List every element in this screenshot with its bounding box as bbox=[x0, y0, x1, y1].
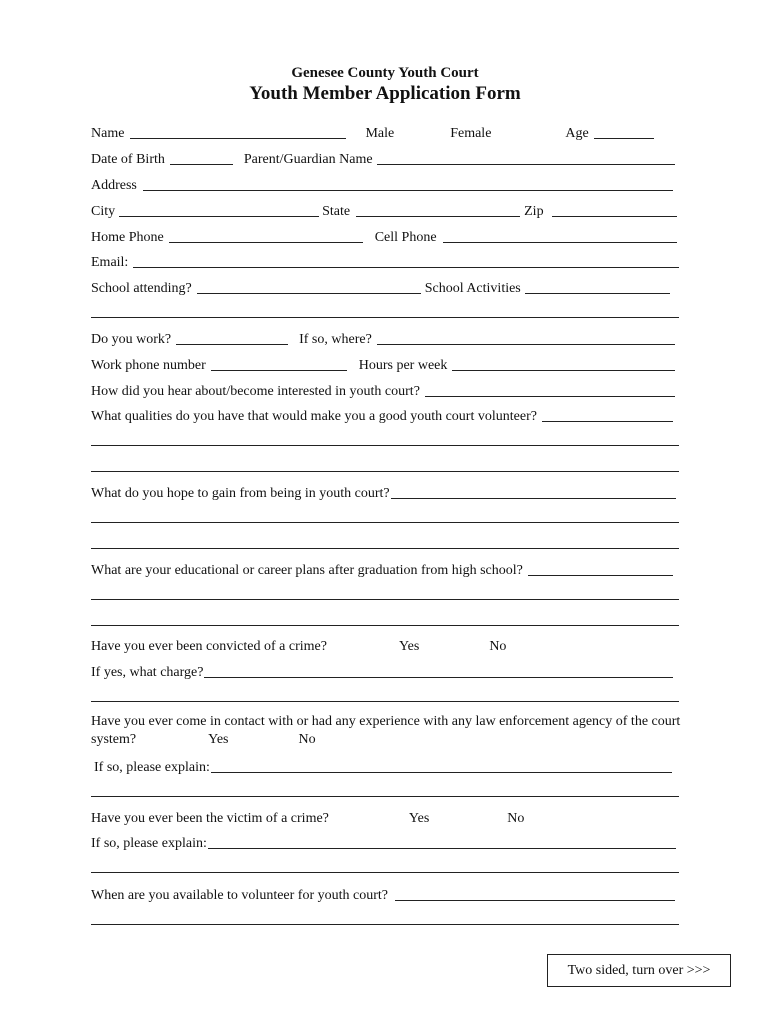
state-field[interactable] bbox=[356, 203, 520, 217]
state-label: State bbox=[322, 204, 351, 219]
hours-label: Hours per week bbox=[358, 358, 448, 373]
dob-label: Date of Birth bbox=[91, 152, 165, 167]
career-line-1[interactable] bbox=[91, 599, 679, 600]
city-label: City bbox=[91, 204, 116, 219]
school-activities-label: School Activities bbox=[424, 281, 521, 296]
work-phone-label: Work phone number bbox=[91, 358, 206, 373]
hear-about-field[interactable] bbox=[425, 383, 675, 397]
hours-field[interactable] bbox=[452, 357, 675, 371]
convicted-no-option[interactable]: No bbox=[489, 639, 507, 654]
qualities-line-2[interactable] bbox=[91, 471, 679, 472]
phone-row bbox=[91, 226, 679, 246]
work-phone-row bbox=[91, 354, 679, 374]
hear-about-label: How did you hear about/become interested in youth court? bbox=[91, 384, 420, 399]
career-field[interactable] bbox=[528, 562, 673, 576]
turn-over-note: Two sided, turn over >>> bbox=[567, 962, 711, 978]
convicted-row bbox=[91, 635, 679, 655]
home-phone-label: Home Phone bbox=[91, 230, 164, 245]
hope-field[interactable] bbox=[391, 485, 676, 499]
home-phone-field[interactable] bbox=[169, 229, 363, 243]
cell-phone-label: Cell Phone bbox=[374, 230, 437, 245]
victim-explain-line[interactable] bbox=[91, 872, 679, 873]
school-attending-label: School attending? bbox=[91, 281, 192, 296]
availability-label: When are you available to volunteer for youth court? bbox=[91, 888, 388, 903]
law-explain-line[interactable] bbox=[91, 796, 679, 797]
address-row bbox=[91, 174, 679, 194]
availability-line[interactable] bbox=[91, 924, 679, 925]
zip-label: Zip bbox=[524, 204, 544, 219]
law-contact-label: Have you ever come in contact with or had any experience with any law enforcement agency of the court system? bbox=[91, 714, 681, 747]
hope-line-1[interactable] bbox=[91, 522, 679, 523]
law-yes-option[interactable]: Yes bbox=[208, 732, 229, 747]
dob-field[interactable] bbox=[170, 151, 233, 165]
school-activities-field[interactable] bbox=[525, 280, 670, 294]
do-you-work-label: Do you work? bbox=[91, 332, 172, 347]
city-row bbox=[91, 200, 679, 220]
email-row bbox=[91, 251, 679, 271]
career-row bbox=[91, 559, 679, 579]
turn-over-box bbox=[547, 954, 731, 987]
email-field[interactable] bbox=[133, 254, 679, 268]
cell-phone-field[interactable] bbox=[443, 229, 677, 243]
hope-label: What do you hope to gain from being in youth court? bbox=[91, 486, 390, 501]
form-title: Youth Member Application Form bbox=[249, 83, 521, 104]
where-label: If so, where? bbox=[299, 332, 372, 347]
victim-yes-option[interactable]: Yes bbox=[408, 811, 430, 826]
do-you-work-field[interactable] bbox=[176, 331, 288, 345]
availability-row bbox=[91, 884, 679, 904]
city-field[interactable] bbox=[119, 203, 319, 217]
court-name: Genesee County Youth Court bbox=[291, 65, 479, 81]
convicted-yes-option[interactable]: Yes bbox=[398, 639, 420, 654]
parent-field[interactable] bbox=[377, 151, 675, 165]
address-label: Address bbox=[91, 178, 137, 193]
age-label: Age bbox=[565, 126, 589, 141]
law-explain-row bbox=[94, 756, 674, 776]
hope-row bbox=[91, 482, 679, 502]
career-label: What are your educational or career plans after graduation from high school? bbox=[91, 563, 523, 578]
career-line-2[interactable] bbox=[91, 625, 679, 626]
qualities-field[interactable] bbox=[542, 408, 673, 422]
school-extra-line[interactable] bbox=[91, 317, 679, 318]
availability-field[interactable] bbox=[395, 887, 675, 901]
name-field[interactable] bbox=[130, 125, 346, 139]
address-field[interactable] bbox=[143, 177, 673, 191]
work-row bbox=[91, 328, 679, 348]
victim-explain-field[interactable] bbox=[208, 835, 676, 849]
charge-field[interactable] bbox=[204, 664, 673, 678]
convicted-label: Have you ever been convicted of a crime? bbox=[91, 639, 327, 654]
law-explain-label: If so, please explain: bbox=[94, 760, 210, 775]
dob-row bbox=[91, 148, 679, 168]
name-row bbox=[91, 122, 679, 142]
hear-about-row bbox=[91, 380, 679, 400]
school-row bbox=[91, 277, 679, 297]
name-label: Name bbox=[91, 126, 125, 141]
charge-row bbox=[91, 661, 679, 681]
victim-label: Have you ever been the victim of a crime? bbox=[91, 811, 329, 826]
school-attending-field[interactable] bbox=[197, 280, 421, 294]
hope-line-2[interactable] bbox=[91, 548, 679, 549]
victim-explain-label: If so, please explain: bbox=[91, 836, 207, 851]
female-option[interactable]: Female bbox=[450, 126, 492, 141]
qualities-line-1[interactable] bbox=[91, 445, 679, 446]
law-contact-question bbox=[91, 713, 681, 749]
law-no-option[interactable]: No bbox=[298, 732, 316, 747]
qualities-label: What qualities do you have that would make you a good youth court volunteer? bbox=[91, 409, 537, 424]
work-phone-field[interactable] bbox=[211, 357, 347, 371]
where-field[interactable] bbox=[377, 331, 675, 345]
charge-line[interactable] bbox=[91, 701, 679, 702]
charge-label: If yes, what charge? bbox=[91, 665, 204, 680]
male-option[interactable]: Male bbox=[365, 126, 395, 141]
law-explain-field[interactable] bbox=[211, 759, 672, 773]
victim-row bbox=[91, 807, 679, 827]
zip-field[interactable] bbox=[552, 203, 677, 217]
qualities-row bbox=[91, 405, 679, 425]
email-label: Email: bbox=[91, 255, 129, 270]
victim-no-option[interactable]: No bbox=[507, 811, 525, 826]
parent-label: Parent/Guardian Name bbox=[243, 152, 373, 167]
victim-explain-row bbox=[91, 832, 679, 852]
age-field[interactable] bbox=[594, 125, 654, 139]
